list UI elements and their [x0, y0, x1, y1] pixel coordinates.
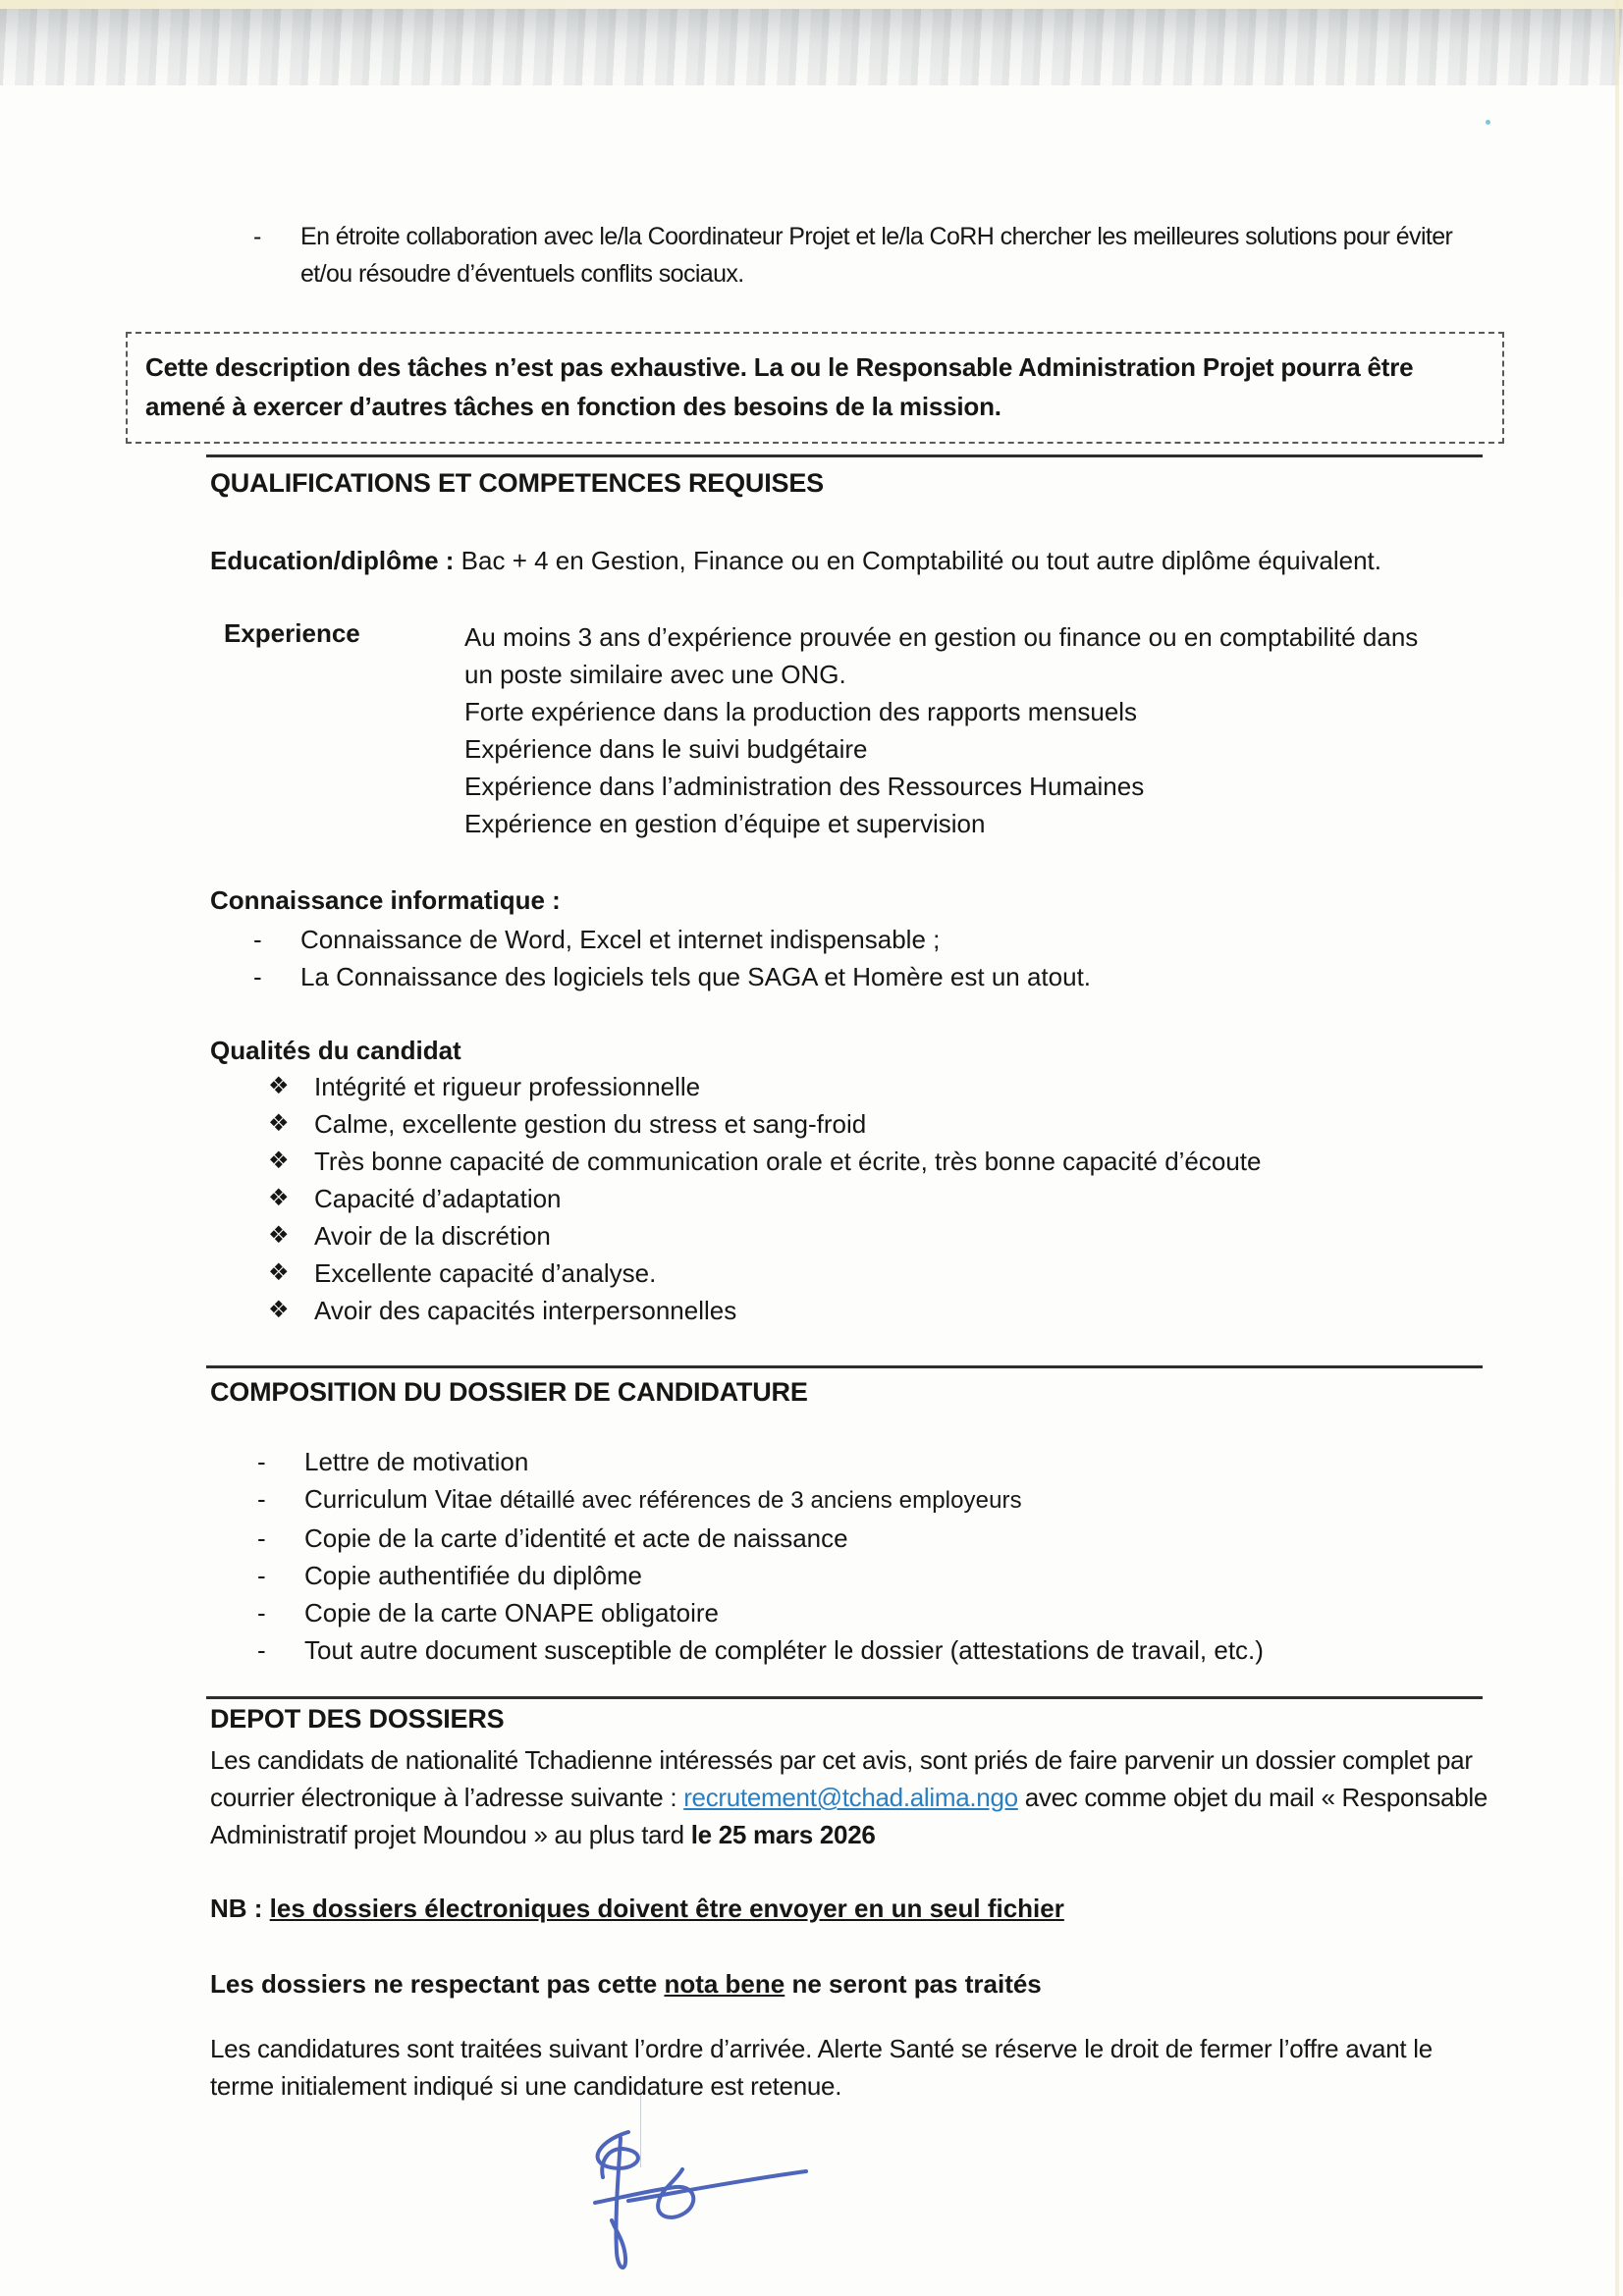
depot-paragraph	[210, 1741, 1494, 1853]
education-text: Bac + 4 en Gestion, Finance ou en Comptabilité ou tout autre diplôme équivalent.	[454, 546, 1381, 575]
deadline-text: le 25 mars 2026	[690, 1820, 876, 1849]
qualities-list	[268, 1068, 1505, 1329]
nb-label: NB :	[210, 1894, 270, 1923]
depot-section-title: DEPOT DES DOSSIERS	[210, 1704, 505, 1734]
dossier-item-text: Copie authentifiée du diplôme	[304, 1561, 643, 1590]
diamond-bullet-glyph: ❖	[268, 1259, 290, 1286]
quality-item-text: Avoir de la discrétion	[314, 1221, 551, 1251]
quality-item	[268, 1068, 1505, 1105]
depot-text-before-link: Les candidats de nationalité Tchadienne intéressés par cet avis, sont priés de faire parvenir un dossier complet par courrier électronique à l’adresse suivante :	[210, 1745, 1473, 1812]
dash-bullet-glyph: -	[253, 223, 261, 250]
scan-edge-artifact-top	[0, 0, 1623, 9]
dash-bullet-glyph: -	[257, 1561, 266, 1590]
dash-bullet-glyph: -	[257, 1635, 266, 1665]
dossier-item	[257, 1631, 1485, 1669]
it-item-text: Connaissance de Word, Excel et internet indispensable ;	[300, 925, 941, 954]
nb-underlined-text: les dossiers électroniques doivent être envoyer en un seul fichier	[269, 1894, 1064, 1923]
note-underlined-text: nota bene	[664, 1969, 785, 1999]
dash-bullet-glyph: -	[253, 962, 262, 991]
dossier-item	[257, 1443, 1485, 1480]
qualifications-section-title: QUALIFICATIONS ET COMPETENCES REQUISES	[210, 468, 824, 498]
quality-item-text: Très bonne capacité de communication orale et écrite, très bonne capacité d’écoute	[314, 1147, 1262, 1176]
diamond-bullet-glyph: ❖	[268, 1148, 290, 1174]
dash-bullet-glyph: -	[257, 1484, 266, 1514]
nb-line	[210, 1890, 1494, 1927]
dossier-item-text: Copie de la carte d’identité et acte de naissance	[304, 1523, 848, 1553]
dossier-item-text: Copie de la carte ONAPE obligatoire	[304, 1598, 720, 1628]
section-divider	[206, 1365, 1483, 1368]
dash-bullet-glyph: -	[257, 1598, 266, 1628]
scan-speck	[1486, 120, 1490, 125]
intro-bullet-item	[253, 218, 1471, 293]
recruitment-email-link[interactable]: recrutement@tchad.alima.ngo	[683, 1783, 1018, 1812]
depot-text-after-link: avec comme objet du mail « Responsable Administratif projet Moundou » au plus tard	[210, 1783, 1488, 1849]
signature	[568, 2112, 872, 2284]
experience-item: Expérience dans l’administration des Ressources Humaines	[464, 772, 1145, 801]
dossier-item-text: Tout autre document susceptible de compléter le dossier (attestations de travail, etc.)	[304, 1635, 1264, 1665]
quality-item	[268, 1105, 1505, 1143]
experience-item: Au moins 3 ans d’expérience prouvée en gestion ou finance ou en comptabilité dans un poste similaire avec une ONG.	[464, 622, 1419, 689]
it-knowledge-title: Connaissance informatique :	[210, 885, 561, 915]
quality-item	[268, 1180, 1505, 1217]
experience-item: Forte expérience dans la production des rapports mensuels	[464, 697, 1138, 726]
quality-item-text: Capacité d’adaptation	[314, 1184, 562, 1213]
quality-item	[268, 1255, 1505, 1292]
note-text-before: Les dossiers ne respectant pas cette	[210, 1969, 665, 1999]
dossier-item-text	[304, 1480, 1022, 1520]
closing-paragraph: Les candidatures sont traitées suivant l’ordre d’arrivée. Alerte Santé se réserve le droit de fermer l’offre avant le terme initialement indiqué si une candidature est retenue.	[210, 2034, 1433, 2101]
education-line	[210, 542, 1516, 579]
dossier-item	[257, 1520, 1485, 1557]
quality-item-text: Avoir des capacités interpersonnelles	[314, 1296, 737, 1325]
note-text-after: ne seront pas traités	[784, 1969, 1042, 1999]
it-knowledge-list	[253, 921, 1471, 995]
dash-bullet-glyph: -	[257, 1447, 266, 1476]
dossier-item	[257, 1594, 1485, 1631]
section-divider	[206, 1696, 1483, 1699]
experience-list	[464, 618, 1446, 842]
quality-item-text: Excellente capacité d’analyse.	[314, 1258, 657, 1288]
section-divider	[206, 454, 1483, 457]
diamond-bullet-glyph: ❖	[268, 1185, 290, 1211]
dash-bullet-glyph: -	[253, 925, 262, 954]
cv-detail: détaillé avec références de 3 anciens employeurs	[499, 1487, 1022, 1514]
it-item-text: La Connaissance des logiciels tels que SAGA et Homère est un atout.	[300, 962, 1092, 991]
it-item	[253, 958, 1471, 995]
dash-bullet-glyph: -	[257, 1523, 266, 1553]
dossier-list	[257, 1443, 1485, 1669]
scan-edge-artifact-right	[1615, 0, 1619, 2296]
diamond-bullet-glyph: ❖	[268, 1110, 290, 1137]
quality-item-text: Calme, excellente gestion du stress et sang-froid	[314, 1109, 867, 1139]
diamond-bullet-glyph: ❖	[268, 1222, 290, 1249]
signature-ink	[568, 2112, 872, 2284]
experience-item: Expérience en gestion d’équipe et supervision	[464, 809, 986, 838]
quality-item	[268, 1217, 1505, 1255]
intro-bullet-text: En étroite collaboration avec le/la Coordinateur Projet et le/la CoRH chercher les meilleures solutions pour éviter et/ou résoudre d’éventuels conflits sociaux.	[300, 223, 1453, 288]
quality-item	[268, 1292, 1505, 1329]
it-item	[253, 921, 1471, 958]
dossier-item-text: Lettre de motivation	[304, 1447, 529, 1476]
quality-item-text: Intégrité et rigueur professionnelle	[314, 1072, 701, 1101]
dossier-item	[257, 1557, 1485, 1594]
nota-bene-line	[210, 1965, 1494, 2002]
education-label: Education/diplôme :	[210, 546, 455, 575]
experience-block	[224, 618, 1446, 842]
dossier-item	[257, 1480, 1485, 1520]
qualities-title: Qualités du candidat	[210, 1036, 461, 1065]
experience-label: Experience	[224, 618, 360, 648]
experience-item: Expérience dans le suivi budgétaire	[464, 734, 868, 764]
notice-box-text: Cette description des tâches n’est pas exhaustive. La ou le Responsable Administration Projet pourra être amené à exercer d’autres tâches en fonction des besoins de la mission.	[145, 352, 1414, 421]
cv-lead: Curriculum Vitae	[304, 1484, 500, 1514]
notice-box	[126, 332, 1504, 444]
diamond-bullet-glyph: ❖	[268, 1073, 290, 1099]
scan-noise-band	[0, 9, 1623, 85]
dossier-section-title: COMPOSITION DU DOSSIER DE CANDIDATURE	[210, 1377, 808, 1407]
diamond-bullet-glyph: ❖	[268, 1297, 290, 1323]
quality-item	[268, 1143, 1505, 1180]
